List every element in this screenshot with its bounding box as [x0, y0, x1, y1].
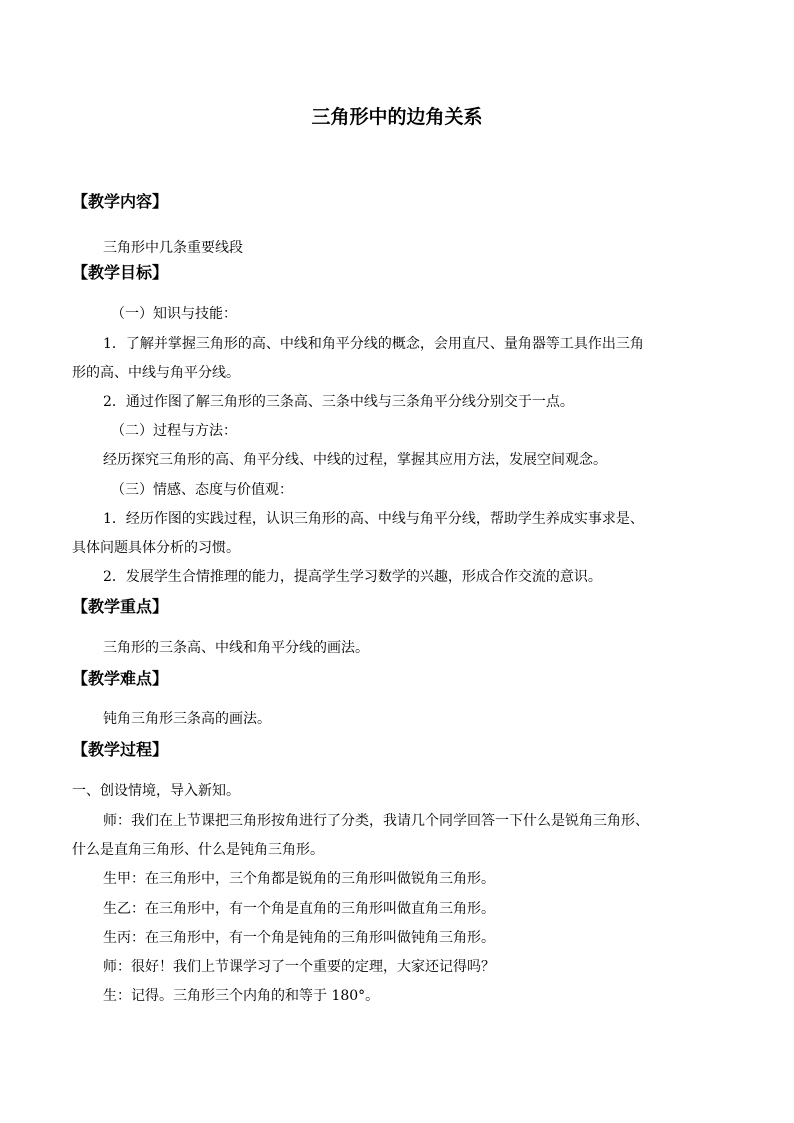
heading-teaching-content: 【教学内容】 — [72, 192, 169, 211]
key-points-text: 三角形的三条高、中线和角平分线的画法。 — [103, 640, 369, 656]
heading-difficulties: 【教学难点】 — [72, 669, 169, 688]
heading-teaching-goals: 【教学目标】 — [72, 263, 169, 282]
goals-part1-item1-line1: 1．了解并掌握三角形的高、中线和角平分线的概念，会用直尺、量角器等工具作出三角 — [103, 336, 644, 352]
process-student-a: 生甲：在三角形中，三个角都是锐角的三角形叫做锐角三角形。 — [103, 871, 495, 887]
goals-part3-item1-line1: 1．经历作图的实践过程，认识三角形的高、中线与角平分线，帮助学生养成实事求是、 — [103, 511, 644, 527]
heading-teaching-process: 【教学过程】 — [72, 740, 169, 759]
difficulties-text: 钝角三角形三条高的画法。 — [103, 711, 271, 727]
goals-part1-item1-line2: 形的高、中线与角平分线。 — [72, 365, 240, 381]
process-teacher1-line1: 师：我们在上节课把三角形按角进行了分类，我请几个同学回答一下什么是锐角三角形、 — [103, 813, 649, 829]
goals-part1-item2: 2．通过作图了解三角形的三条高、三条中线与三条角平分线分别交于一点。 — [103, 394, 574, 410]
goals-part3-item1-line2: 具体问题具体分析的习惯。 — [72, 540, 240, 556]
process-step1: 一、创设情境，导入新知。 — [72, 783, 240, 799]
goals-part3-label: （三）情感、态度与价值观： — [111, 482, 293, 498]
process-student-d: 生：记得。三角形三个内角的和等于 180°。 — [103, 988, 380, 1004]
goals-part1-label: （一）知识与技能： — [111, 306, 237, 322]
process-teacher1-line2: 什么是直角三角形、什么是钝角三角形。 — [72, 842, 324, 858]
content-text: 三角形中几条重要线段 — [103, 240, 243, 256]
document-title: 三角形中的边角关系 — [311, 106, 483, 128]
process-teacher2: 师：很好！我们上节课学习了一个重要的定理，大家还记得吗？ — [103, 959, 495, 975]
process-student-b: 生乙：在三角形中，有一个角是直角的三角形叫做直角三角形。 — [103, 901, 495, 917]
heading-key-points: 【教学重点】 — [72, 597, 169, 616]
goals-part2-label: （二）过程与方法： — [111, 423, 237, 439]
process-student-c: 生丙：在三角形中，有一个角是钝角的三角形叫做钝角三角形。 — [103, 930, 495, 946]
goals-part2-text: 经历探究三角形的高、角平分线、中线的过程，掌握其应用方法，发展空间观念。 — [103, 452, 607, 468]
goals-part3-item2: 2．发展学生合情推理的能力，提高学生学习数学的兴趣，形成合作交流的意识。 — [103, 569, 602, 585]
